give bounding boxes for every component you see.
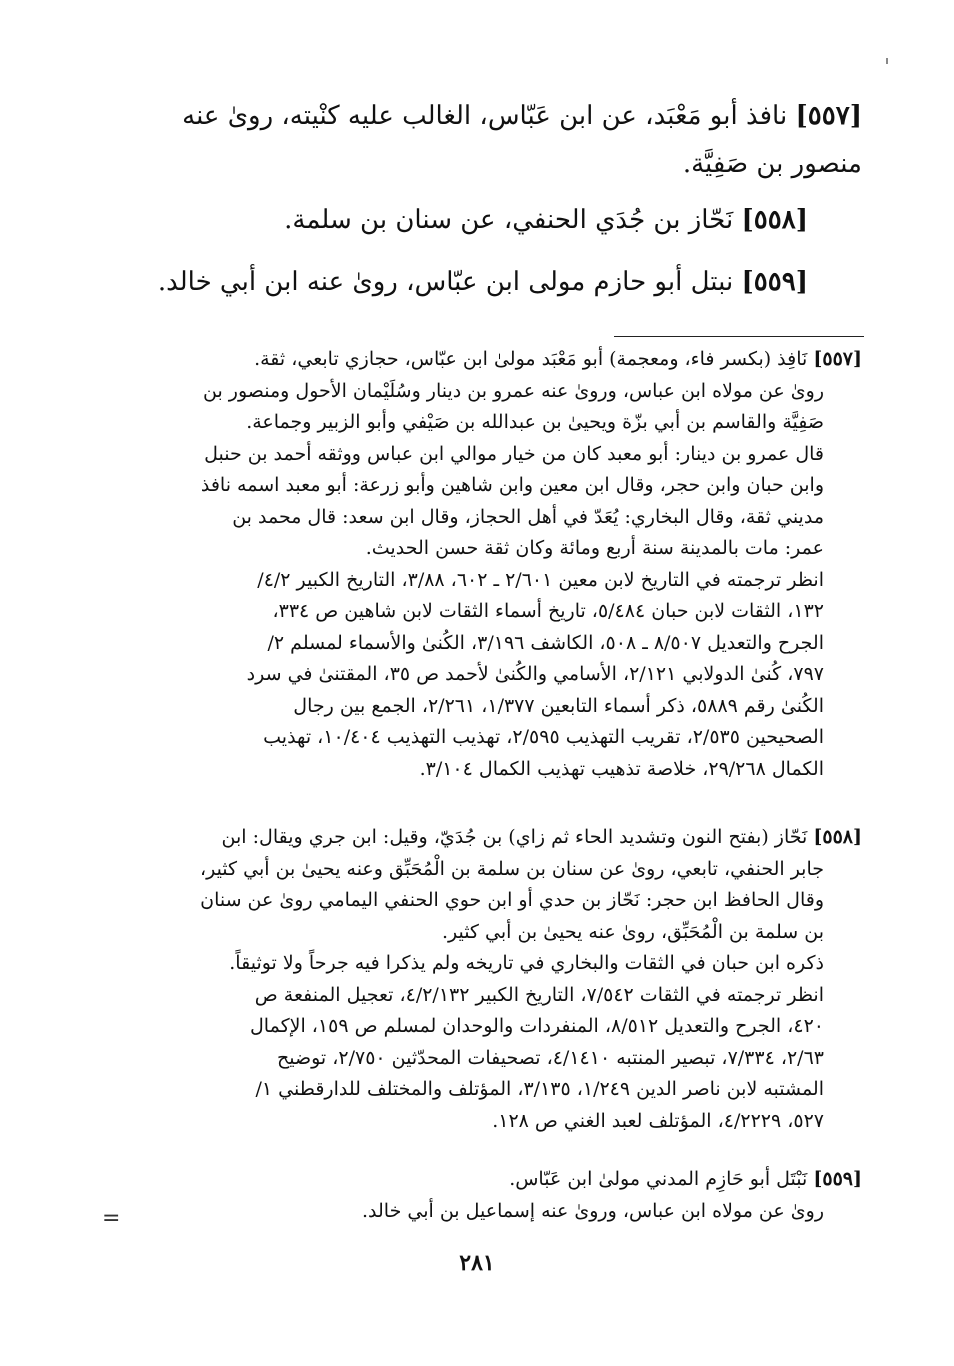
- footnote-line: المشتبه لابن ناصر الدين ١/٢٤٩، ٣/١٣٥، المؤتلف والمختلف للدارقطني ١/: [255, 1078, 824, 1100]
- margin-tick: [886, 58, 888, 64]
- footnote-text: نَبْتَل أبو حَازِم المدني مولىٰ ابن عَبّاس.: [509, 1168, 808, 1190]
- main-entry-557: [94, 92, 862, 188]
- footnote-line: ٢/٦٣، ٧/٣٣٤، تبصير المنتبه ٤/١٤١٠، تصحيفات المحدّثين ٢/٧٥٠، توضيح: [276, 1046, 824, 1069]
- footnote-line: الصحيحين ٢/٥٣٥، تقريب التهذيب ٢/٥٩٥، تهذيب التهذيب ١٠/٤٠٤، تهذيب: [263, 726, 824, 748]
- footnote-line: انظر ترجمته في التاريخ لابن معين ٢/٦٠١ ـ ٦٠٢، ٣/٨٨، التاريخ الكبير ٤/٢/: [257, 568, 824, 591]
- footnote-divider: [614, 336, 864, 337]
- footnote-557: [92, 344, 862, 785]
- main-entry-558: [40, 196, 808, 244]
- footnote-line: انظر ترجمته في الثقات ٧/٥٤٢، التاريخ الكبير ٤/٢/١٣٢، تعجيل المنفعة ص: [254, 983, 824, 1006]
- footnote-line: ٧٩٧، كُنىٰ الدولابي ٢/١٢١، الأسامي والكُنىٰ لأحمد ص ٣٥، المقتنىٰ في سرد: [246, 663, 824, 685]
- main-entry-line: [94, 92, 862, 140]
- footnote-number: [٥٥٧]: [813, 348, 862, 370]
- footnote-first-line: [92, 1164, 862, 1196]
- footnote-line: مديني ثقة، وقال البخاري: يُعَدّ في أهل الحجاز، وقال ابن سعد: قال محمد بن: [232, 505, 824, 528]
- footnote-first-line: [92, 344, 862, 376]
- footnote-line: روىٰ عن مولاه ابن عباس، وروىٰ عنه إسماعيل بن أبي خالد.: [362, 1199, 824, 1222]
- footnote-line: الجرح والتعديل ٨/٥٠٧ ـ ٥٠٨، الكاشف ٣/١٩٦، الكُنىٰ والأسماء لمسلم ٢/: [267, 631, 824, 654]
- main-entry-line: منصور بن صَفِيَّة.: [682, 149, 862, 179]
- footnote-line: الكُنىٰ رقم ٥٨٨٩، ذكر أسماء التابعين ١/٣٧٧، ٢/٢٦١، الجمع بين رجال: [293, 694, 824, 717]
- footnote-line: ١٣٢، الثقات لابن حبان ٥/٤٨٤، تاريخ أسماء الثقات لابن شاهين ص ٣٣٤،: [272, 600, 824, 622]
- footnote-line: وقال الحافظ ابن حجر: نَحّاز بن حدي أو ابن حوي الحنفي اليمامي روىٰ عن سنان: [200, 889, 824, 911]
- entry-number: [٥٥٧]: [795, 101, 862, 131]
- footnote-line: صَفِيَّة والقاسم بن أبي بزّة ويحيىٰ بن عبدالله بن صَيْفي وأبو الزبير وجماعة.: [246, 411, 824, 433]
- footnote-number: [٥٥٨]: [813, 826, 862, 848]
- footnote-line: بن سلمة بن الْمُحَبِّق، روىٰ عنه يحيىٰ بن أبي كثير.: [441, 920, 824, 943]
- entry-text: نبتل أبو حازم مولى ابن عبّاس، روىٰ عنه ابن أبي خالد.: [157, 267, 734, 297]
- footnote-line: جابر الحنفي، تابعي، روىٰ عن سنان بن سلمة بن الْمُحَبِّق وعنه يحيىٰ بن أبي كثير،: [199, 857, 824, 880]
- footnote-line: قال عمرو بن دينار: أبو معبد كان من خيار موالي ابن عباس ووثقه أحمد بن حنبل: [204, 442, 824, 465]
- footnote-line: عمر: مات بالمدينة سنة أربع ومائة وكان ثقة حسن الحديث.: [365, 537, 824, 559]
- entry-text: نَحّاز بن جُدَي الحنفي، عن سنان بن سلمة.: [284, 205, 734, 235]
- footnote-line: وابن حبان وابن حجر، وقال ابن معين وابن شاهين وأبو زرعة: أبو معبد اسمه نافذ: [200, 474, 824, 496]
- footnote-line: ٥٢٧، ٤/٢٢٢٩، المؤتلف لعبد الغني ص ١٢٨.: [492, 1109, 824, 1132]
- footnote-line: ذكره ابن حبان في الثقات والبخاري في تاريخه ولم يذكرا فيه جرحاً ولا توثيقاً.: [229, 952, 824, 974]
- footnote-559: [92, 1164, 862, 1227]
- continuation-mark: =: [102, 1206, 121, 1231]
- entry-number: [٥٥٨]: [741, 205, 808, 235]
- footnote-first-line: [92, 822, 862, 854]
- footnote-line: روىٰ عن مولاه ابن عباس، وروىٰ عنه عمرو بن دينار وسُلَيْمان الأحول ومنصور بن: [203, 379, 824, 402]
- footnote-line: ٤٢٠، الجرح والتعديل ٨/٥١٢، المنفردات والوحدان لمسلم ص ١٥٩، الإكمال: [249, 1015, 824, 1037]
- footnote-text: نَافِذ (بكسر فاء، ومعجمة) أبو مَعْبَد مولىٰ ابن عبّاس، حجازي تابعي، ثقة.: [254, 348, 808, 370]
- footnote-line: الكمال ٢٩/٢٦٨، خلاصة تذهيب تهذيب الكمال ٣/١٠٤.: [419, 757, 824, 780]
- page-number: ٢٨١: [459, 1250, 495, 1276]
- entry-number: [٥٥٩]: [741, 267, 808, 297]
- entry-text: نافذ أبو مَعْبَد، عن ابن عَبّاس، الغالب عليه كنْيته، روىٰ عنه: [182, 101, 788, 131]
- footnote-558: [92, 822, 862, 1137]
- footnote-number: [٥٥٩]: [813, 1168, 862, 1190]
- main-entry-559: [40, 258, 808, 306]
- footnote-text: نَحّاز (بفتح النون وتشديد الحاء ثم زاي) بن جُدَيّ، وقيل: ابن جري ويقال: ابن: [221, 826, 808, 848]
